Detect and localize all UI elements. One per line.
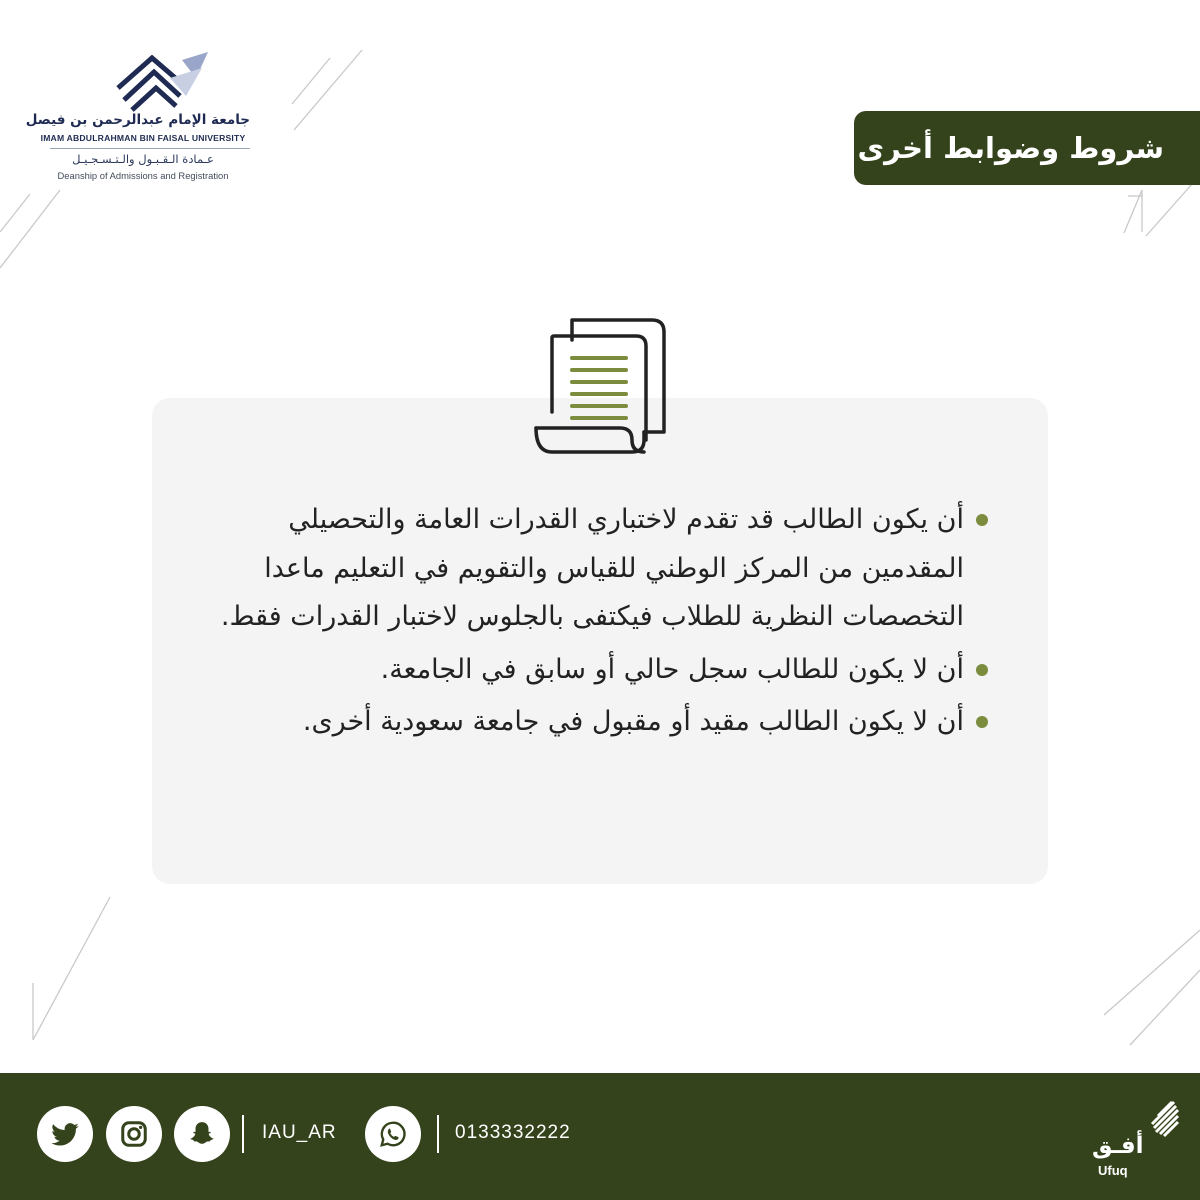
list-item-text: أن لا يكون للطالب سجل حالي أو سابق في الجامعة. — [380, 653, 964, 685]
ufuq-brand-arabic: أفـق — [1092, 1133, 1144, 1159]
instagram-icon — [119, 1119, 149, 1149]
logo-divider — [50, 148, 250, 149]
terms-list — [200, 496, 992, 751]
bullet-icon — [976, 664, 988, 676]
twitter-icon — [50, 1119, 80, 1149]
list-item — [200, 698, 992, 747]
page-title-tag — [854, 111, 1200, 185]
phone-number[interactable]: 0133332222 — [455, 1122, 571, 1143]
ufuq-brand-english: Ufuq — [1098, 1163, 1128, 1178]
bullet-icon — [976, 514, 988, 526]
list-item — [200, 646, 992, 695]
snapchat-button[interactable] — [174, 1106, 230, 1162]
social-handle[interactable]: IAU_AR — [262, 1122, 337, 1143]
whatsapp-button[interactable] — [365, 1106, 421, 1162]
instagram-button[interactable] — [106, 1106, 162, 1162]
whatsapp-icon — [378, 1119, 408, 1149]
university-logo — [25, 48, 256, 188]
logo-arabic-name: جامعة الإمام عبدالرحمن بن فيصل — [25, 112, 250, 128]
bullet-icon — [976, 716, 988, 728]
document-scroll-icon — [532, 316, 668, 456]
footer-divider — [242, 1115, 244, 1153]
university-emblem-icon — [110, 48, 220, 118]
twitter-button[interactable] — [37, 1106, 93, 1162]
snapchat-icon — [187, 1119, 217, 1149]
logo-english-department: Deanship of Admissions and Registration — [57, 170, 229, 181]
list-item-text: أن لا يكون الطالب مقيد أو مقبول في جامعة سعودية أخرى. — [302, 706, 964, 737]
footer-divider — [437, 1115, 439, 1153]
logo-english-name: IMAM ABDULRAHMAN BIN FAISAL UNIVERSITY — [40, 133, 246, 143]
logo-arabic-department: عـمادة الـقـبـول والـتـسـجـيـل — [72, 152, 214, 166]
list-item — [200, 496, 992, 642]
list-item-text: أن يكون الطالب قد تقدم لاختباري القدرات العامة والتحصيلي المقدمين من المركز الوطني للقياس والتقويم في التعليم ماعدا التخصصات النظرية للطلاب فيكتفى بالجلوس لاختبار القدرات فقط. — [220, 504, 964, 632]
page-title: شروط وضوابط أخرى — [857, 131, 1164, 165]
